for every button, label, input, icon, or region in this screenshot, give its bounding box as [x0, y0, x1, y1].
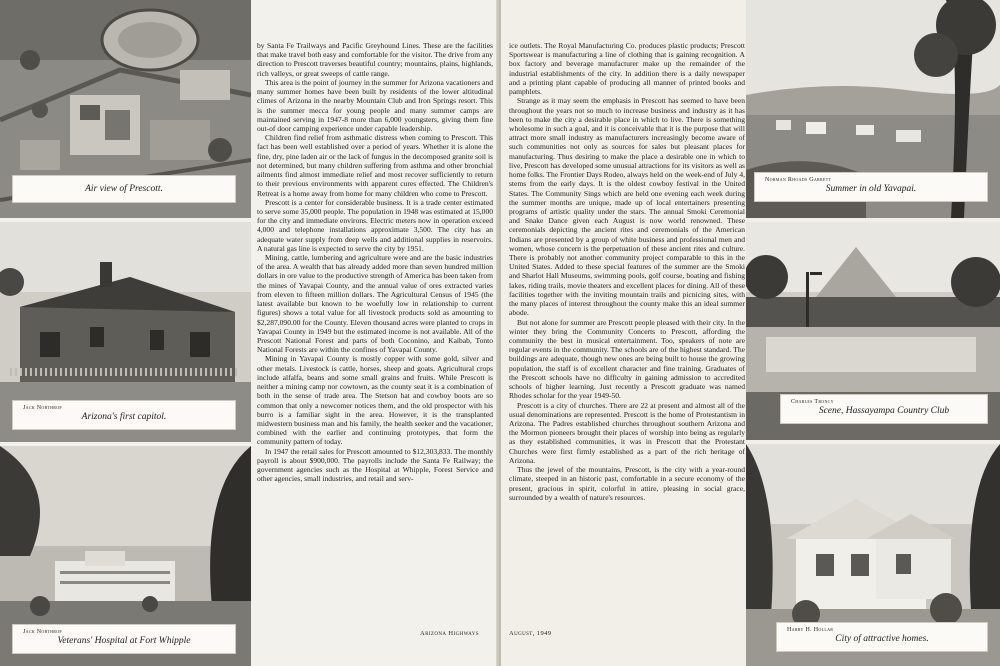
- footer-issue-date: August, 1949: [509, 630, 552, 637]
- col1-paragraph-7: In 1947 the retail sales for Prescott amounted to $12,303,833. The monthly payroll is about $900,000. The payrolls include the Santa Fe Railway; the government agencies such as the Hospital at Whipple, Forest Service and other agencies, small industries, and retail and serv-: [257, 446, 493, 484]
- col2-paragraph-2: Strange as it may seem the emphasis in Prescott has seemed to have been throughout the years not so much to increase business and industry as it has been to make the city a desirable place in which to live. There is something wholesome in such a goal, and it is conceivable that it is the purpose that will attract more small industry as manufacturers increasingly become aware of such communities not only as sources for sales but pleasant places for manufacturing. Thus desiring to make the place a desirable one in which to live, Prescott has developed some unusual attractions for its visitors as well as home folks. The Frontier Days Rodeo, always held on the week-end of July 4, stems from the early days. It is the oldest cowboy festival in the United States. The Community Sings which are held one evening each week during the summer months are unique, made up of local entertainers presenting programs of artistic quality under the stars. The annual Smoki Ceremonial and Snake Dance given each August is now world renowned. These ceremonials depicting the ancient rites and ceremonials of the American Indians are presented by a group of white business and professional men and women, whose concern is the perpetuation of these ancient rites and culture. There is probably not another community project comparable to this in the United States. Added to these special features of the summer are the Smoki and Sharlot Hall Museums, swimming pools, golf course, boating and fishing lakes, riding trails, movie theaters and excellent places for dining. All of these facilities together with the inviting mountain trails and picnicing sites, with the many places of interest throughout the county make this an ideal summer abode.: [509, 96, 745, 318]
- col1-paragraph-1: by Santa Fe Trailways and Pacific Greyhound Lines. These are the facilities that make travel both easy and comfortable for the visitor. The drive from any direction to Prescott traverses beautiful country; mountains, plains, highlands, rich valleys, or great sweeps of cattle range.: [257, 41, 493, 78]
- col1-paragraph-6: Mining in Yavapai County is mostly copper with some gold, silver and other metals. Livestock is cattle, horses, sheep and goats. Agricultural crops include alfalfa, beans and some small grains and fruits. While Prescott is neither a mining camp nor cowtown, as the county seat it is a combination of both in the sense of trade area. The Stetson hat and cowboy boots are so common that only a newcomer notices them, and the old prospector with his burro is a familiar sight in the area. However, it is the transplanted midwestern business man and his family, the health seeker and the vacationer, combined with the earlier and continuing prototypes, that form the community pattern of today.: [257, 354, 493, 447]
- veterans-hospital-credit: Jack Northrop: [23, 629, 62, 635]
- right-page: [501, 0, 1000, 666]
- air-view-caption: Air view of Prescott.: [85, 184, 163, 194]
- hassayampa-credit: Charles Troncy: [791, 399, 834, 405]
- col1-paragraph-5: Mining, cattle, lumbering and agriculture were and are the basic industries of the area. A wealth that has already added more than seven hundred million dollars in ore value to the productive strength of America has been taken from the mines of Yavapai County, and the annual value of ores extracted varies from eleven to fifteen million dollars. The Agricultural Census of 1945 (the latest available but known to be woefully low in relationship to current figures) shows a total value for all livestock products sold as amounting to $2,287,090.00 for the County. Eleven thousand acres were planted to crops in Yavapai County in 1949 but the estimated income is not available. All of the Prescott National Forest and parts of both Coconino, and Kaibab, Tonto National Forests are within the confines of Yavapai County.: [257, 253, 493, 355]
- col2-paragraph-3: But not alone for summer are Prescott people pleased with their city. In the winter they bring the Community Concerts to Prescott, affording the community the best in musical entertainment. Too, speakers of note are regular events in the community. The schools are of the highest standard. The buildings are adequate, though new ones are being built to house the growing population, the staff is of excellent character and fine training. Graduates of the Prescott schools have no difficulty in gaining admission to accredited schools of higher learning. Just recently a Prescott graduate was named Rhodes scholar for the year 1949-50.: [509, 317, 745, 401]
- photo-attractive-homes: [746, 444, 1000, 666]
- col1-paragraph-2: This area is the point of journey in the summer for Arizona vacationers and many summer homes have been built by residents of the lower altitudinal climes of Arizona in the nearby Mountain Club and Iron Springs resort. This is the summer mecca for young people and many summer camps are maintained serving in 1947-8 more than 6,000 youngsters, giving them fine out-of door camping experience under capable leadership.: [257, 77, 493, 133]
- air-view-caption-box: [12, 175, 236, 203]
- attractive-homes-caption-box: [776, 622, 988, 652]
- summer-yavapai-caption-box: [754, 172, 988, 202]
- col2-paragraph-5: Thus the jewel of the mountains, Prescott, is the city with a year-round climate, steeped in an historic past, comfortable in a secure economy of the present, gracious in spirit, colorful in attire, pleasing in social grace, surrounded by a wealth of nature's resources.: [509, 465, 745, 502]
- photo-air-view: [0, 0, 251, 218]
- col2-paragraph-4: Prescott is a city of churches. There are 22 at present and almost all of the usual denominations are represented. Prescott is the home of Protestantism in Arizona. The Padres established churches throughout southern Arizona and the Mormon pioneers brought their places of worship into being as regularly as they established communities, it was in Prescott that the Protestant Churches were first firmly established as a part of the rich heritage of Arizona.: [509, 400, 745, 465]
- first-capitol-caption-box: [12, 400, 236, 430]
- hassayampa-caption: Scene, Hassayampa Country Club: [818, 406, 950, 416]
- summer-yavapai-credit: Norman Rhoads Garrett: [765, 177, 832, 183]
- first-capitol-caption: Arizona's first capitol.: [81, 412, 167, 422]
- col2-paragraph-1: ice outlets. The Royal Manufacturing Co. produces plastic products; Prescott Sportswear is manufacturing a line of clothing that is gaining recognition. A box factory and beverage manufacturer make up the remainder of the industrial establishments of the city. In addition there is a daily newspaper and a printing plant capable of producing all manner of printed books and pamphlets.: [509, 41, 745, 97]
- left-page: [0, 0, 499, 666]
- summer-yavapai-caption: Summer in old Yavapai.: [825, 184, 917, 194]
- col1-paragraph-4: Prescott is a center for considerable business. It is a trade center estimated to serve some 35,000 people. The population in 1948 was estimated at 15,000 for the city and immediate environs. Electric meters now in operation exceed 4,000 and telephone installations approximate 3,500. The city has an adequate water supply from deep wells and additional supplies in reservoirs. A natural gas line is expected to serve the city by 1951.: [257, 197, 493, 253]
- photo-summer-yavapai: [746, 0, 1000, 218]
- photo-veterans-hospital: [0, 446, 251, 666]
- col1-paragraph-3: Children find relief from asthmatic distress when coming to Prescott. This fact has been well established over a period of years. Whether it is alone the fine, dry, pine laden air or the lack of fungus in the decomposed granite soil is not determined, but many children suffering from asthma and other bronchial ailments find almost immediate relief and most recover sufficiently to return to their previous environments with apparent cures effected. The Children's Retreat is a home away from home for many children who come to Prescott.: [257, 133, 493, 198]
- veterans-hospital-caption-box: [12, 624, 236, 654]
- photo-first-capitol: [0, 222, 251, 442]
- veterans-hospital-caption: Veterans' Hospital at Fort Whipple: [57, 636, 191, 646]
- article-column-2: [509, 41, 745, 623]
- footer-magazine-name: Arizona Highways: [420, 630, 479, 637]
- hassayampa-caption-box: [780, 394, 988, 424]
- article-column-1: [257, 41, 493, 623]
- photo-hassayampa: [746, 222, 1000, 440]
- attractive-homes-caption: City of attractive homes.: [835, 634, 929, 644]
- first-capitol-credit: Jack Northrop: [23, 405, 62, 411]
- attractive-homes-credit: Harry H. Hollar: [787, 627, 834, 633]
